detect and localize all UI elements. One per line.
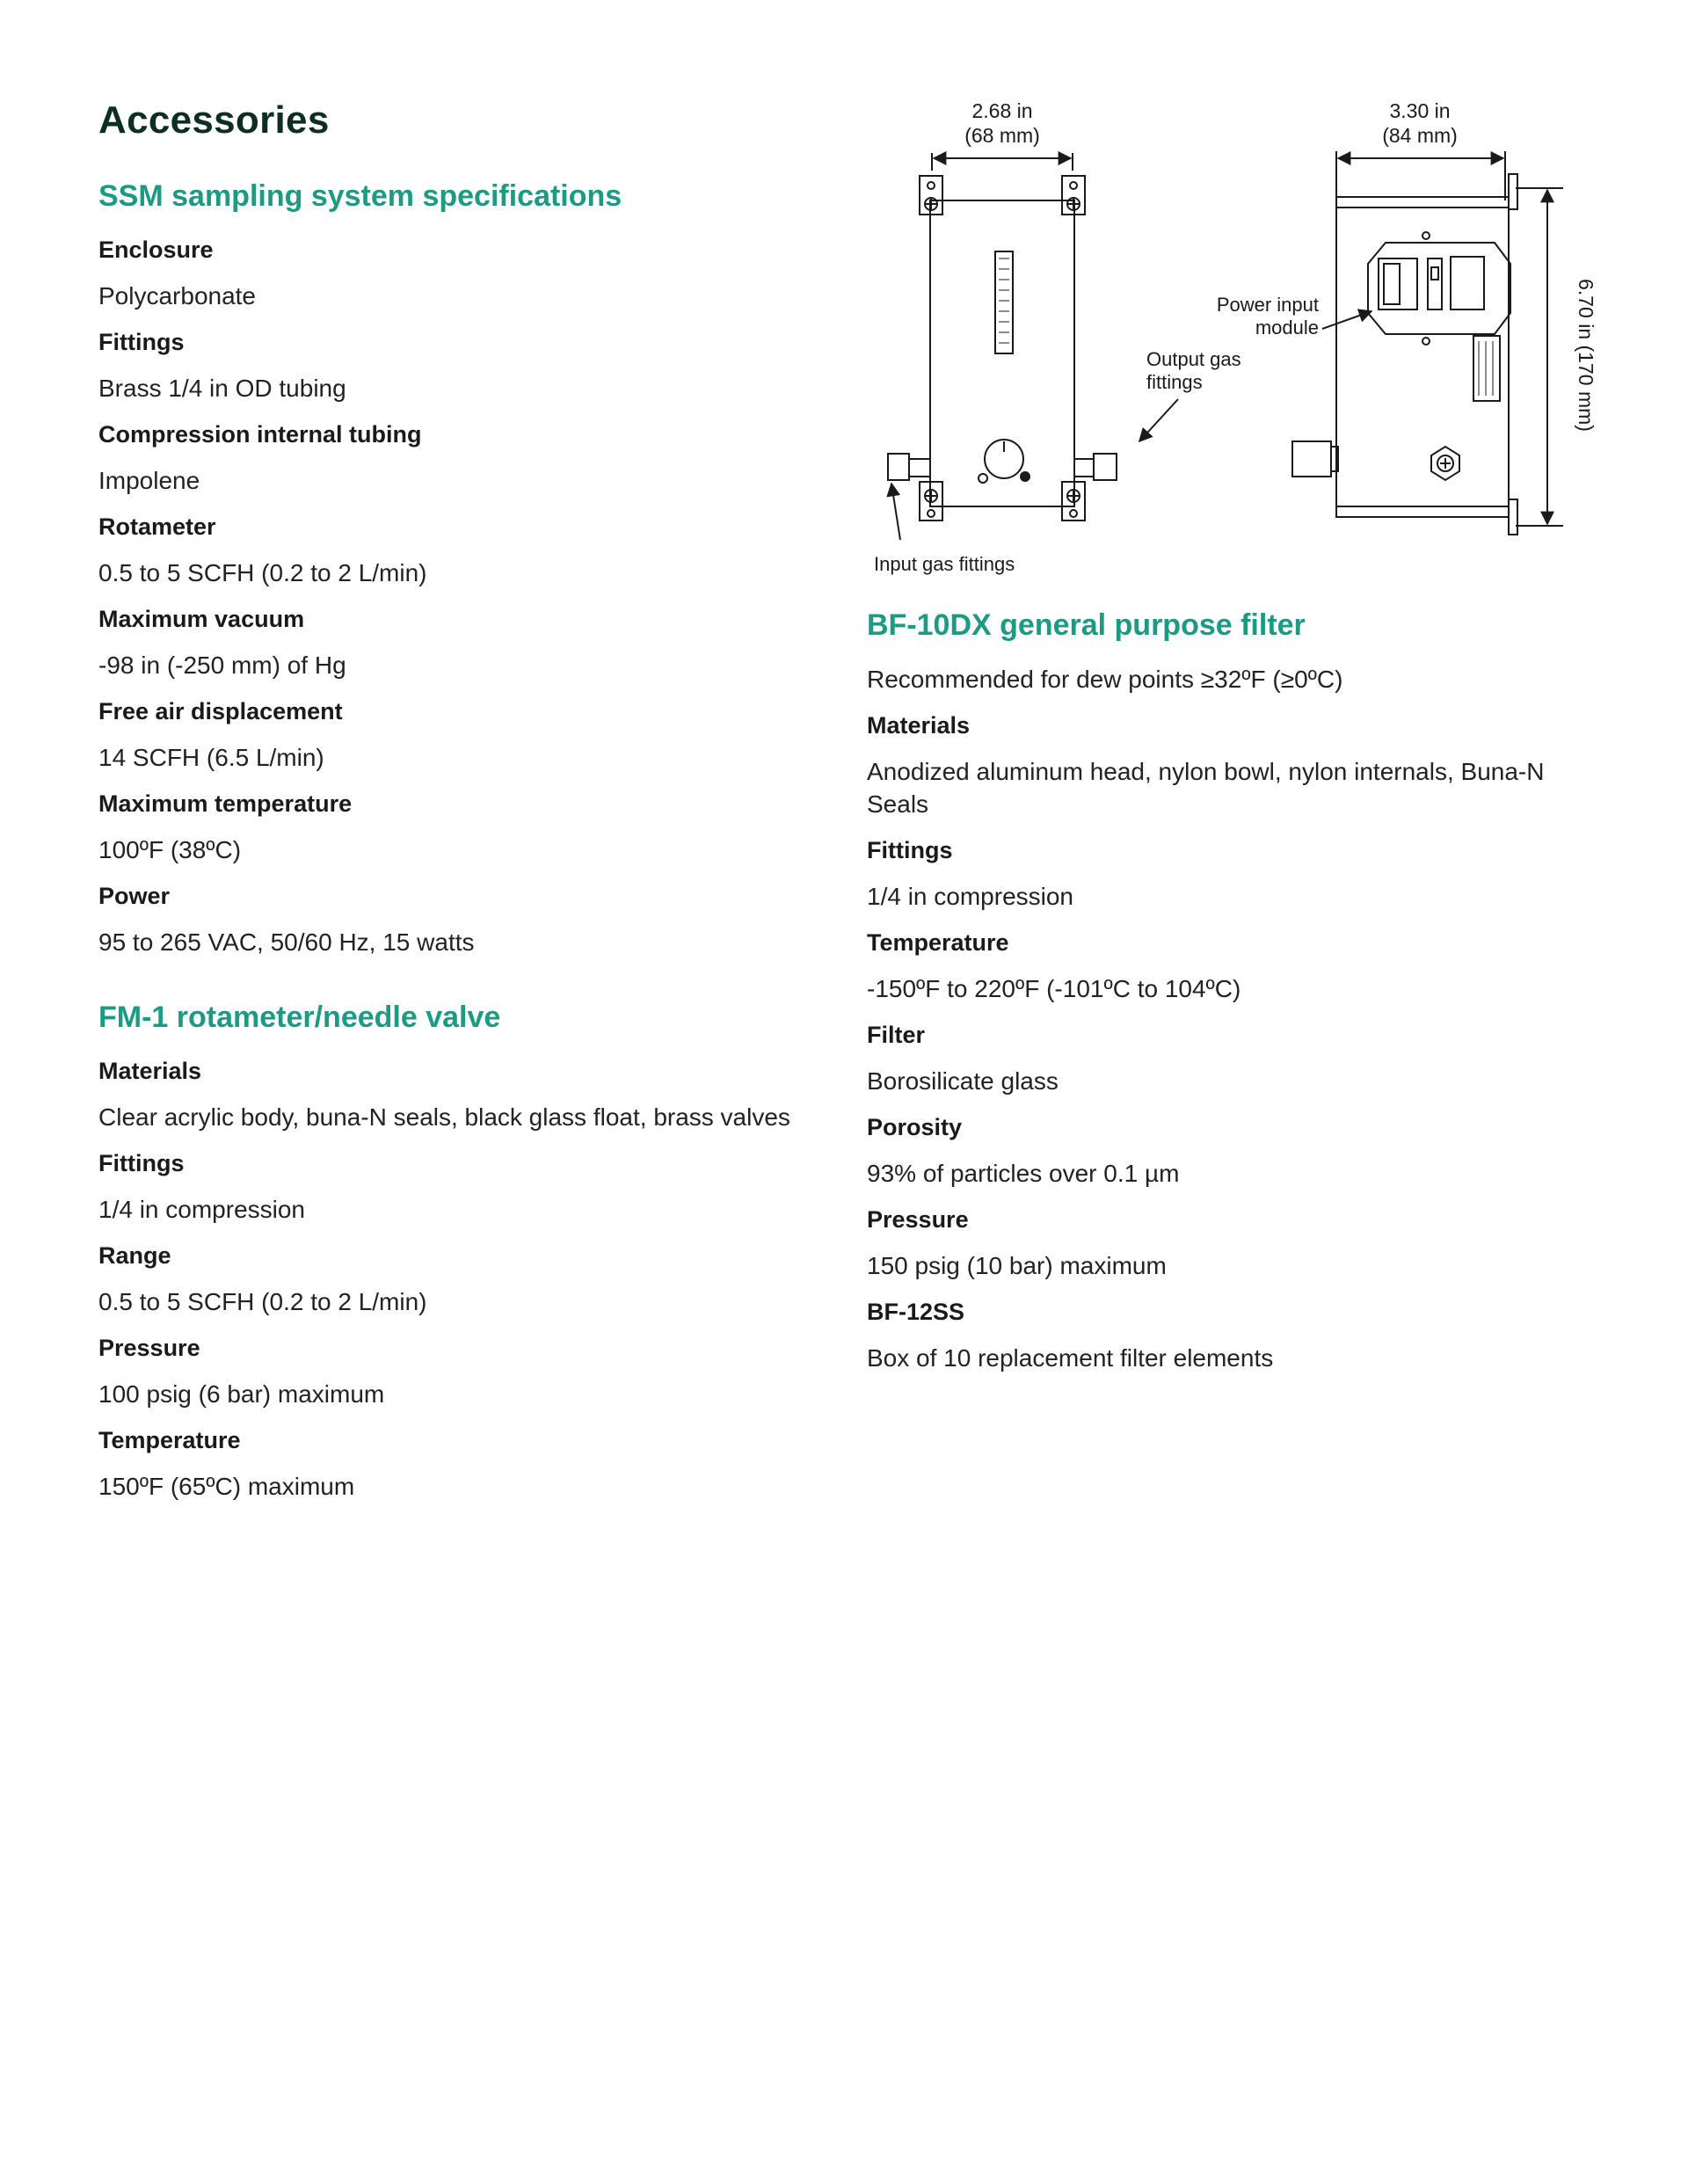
spec-label: Porosity [867, 1114, 963, 1140]
spec-label: Materials [98, 1058, 202, 1084]
spec-value: 150ºF (65ºC) maximum [98, 1473, 355, 1500]
spec-label: Range [98, 1242, 171, 1269]
fm1-section-title: FM-1 rotameter/needle valve [98, 1001, 501, 1034]
spec-label: Maximum temperature [98, 790, 353, 817]
spec-value: -98 in (-250 mm) of Hg [98, 652, 346, 679]
input-gas-callout: Input gas fittings [874, 553, 1015, 575]
spec-label: Free air displacement [98, 698, 343, 724]
spec-label: Pressure [98, 1335, 200, 1361]
spec-value: 150 psig (10 bar) maximum [867, 1252, 1167, 1279]
output-gas-callout-line2: fittings [1146, 371, 1203, 393]
spec-value: Impolene [98, 467, 200, 494]
spec-value: Brass 1/4 in OD tubing [98, 375, 346, 402]
spec-value: 93% of particles over 0.1 µm [867, 1160, 1180, 1187]
spec-value: 1/4 in compression [98, 1196, 306, 1223]
spec-label: Power [98, 883, 171, 909]
spec-value: 14 SCFH (6.5 L/min) [98, 744, 324, 771]
page-title: Accessories [98, 98, 330, 142]
bf10dx-intro: Recommended for dew points ≥32ºF (≥0ºC) [867, 666, 1343, 693]
spec-label: Compression internal tubing [98, 421, 422, 448]
spec-value: -150ºF to 220ºF (-101ºC to 104ºC) [867, 975, 1241, 1002]
spec-value: Borosilicate glass [867, 1067, 1059, 1095]
spec-label: Fittings [867, 837, 953, 863]
spec-value: Clear acrylic body, buna-N seals, black glass float, brass valves [98, 1103, 790, 1131]
spec-label: Fittings [98, 329, 185, 355]
spec-label: Maximum vacuum [98, 606, 305, 632]
spec-value: 100 psig (6 bar) maximum [98, 1380, 385, 1408]
ssm-dimension-drawing [844, 91, 1600, 584]
power-input-callout-line1: Power input [1216, 294, 1319, 316]
fm1-spec-list [98, 1055, 802, 1503]
side-view [1292, 174, 1517, 535]
spec-value: 0.5 to 5 SCFH (0.2 to 2 L/min) [98, 1288, 427, 1315]
ssm-section-title: SSM sampling system specifications [98, 179, 622, 213]
spec-label: Enclosure [98, 237, 214, 263]
front-view [888, 176, 1117, 521]
spec-label: Temperature [867, 929, 1009, 956]
front-width-mm-label: (68 mm) [964, 124, 1040, 147]
spec-label: Rotameter [98, 513, 216, 540]
spec-value: 100ºF (38ºC) [98, 836, 242, 863]
side-depth-in-label: 3.30 in [1389, 99, 1451, 122]
spec-label: Pressure [867, 1206, 969, 1233]
bf10dx-spec-list [867, 710, 1570, 1374]
left-column [98, 176, 802, 1517]
spec-label: Filter [867, 1022, 926, 1048]
output-gas-callout-line1: Output gas [1146, 348, 1241, 370]
bf10dx-section-title: BF-10DX general purpose filter [867, 608, 1306, 642]
spec-label: BF-12SS [867, 1299, 965, 1325]
height-dimension-label: 6.70 in (170 mm) [1575, 279, 1597, 432]
spec-value: Polycarbonate [98, 282, 257, 309]
spec-value: Box of 10 replacement filter elements [867, 1344, 1274, 1372]
side-depth-mm-label: (84 mm) [1382, 124, 1458, 147]
spec-value: 0.5 to 5 SCFH (0.2 to 2 L/min) [98, 559, 427, 586]
spec-label: Temperature [98, 1427, 241, 1453]
ssm-spec-list [98, 234, 802, 958]
spec-value: 95 to 265 VAC, 50/60 Hz, 15 watts [98, 928, 475, 956]
front-width-in-label: 2.68 in [971, 99, 1033, 122]
spec-label: Materials [867, 712, 971, 739]
spec-label: Fittings [98, 1150, 185, 1176]
right-column [867, 605, 1570, 1388]
spec-value: 1/4 in compression [867, 883, 1074, 910]
power-input-callout-line2: module [1255, 317, 1319, 339]
spec-value: Anodized aluminum head, nylon bowl, nylon internals, Buna-N Seals [867, 758, 1545, 818]
